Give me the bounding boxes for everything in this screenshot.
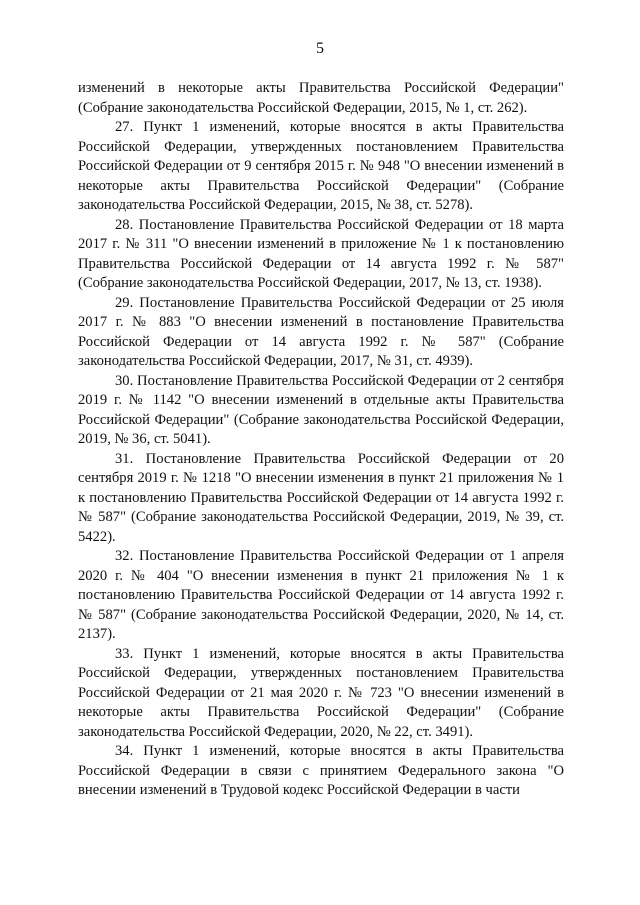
paragraph-continuation: изменений в некоторые акты Правительства Российской Федерации" (Собрание законодательства Российской Федерации, 2015, № 1, ст. 262).	[78, 80, 564, 116]
paragraph-item-31: 31. Постановление Правительства Российской Федерации от 20 сентября 2019 г. № 1218 "О внесении изменения в пункт 21 приложения № 1 к постановлению Правительства Российской Федерации от 14 августа 1992 г. № 587" (Собрание законодательства Российской Федерации, 2019, № 39, ст. 5422).	[78, 450, 564, 545]
document-body	[78, 79, 564, 801]
paragraph-item-33: 33. Пункт 1 изменений, которые вносятся в акты Правительства Российской Федерации, утвержденных постановлением Правительства Российской Федерации от 21 мая 2020 г. № 723 "О внесении изменений в некоторые акты Правительства Российской Федерации" (Собрание законодательства Российской Федерации, 2020, № 22, ст. 3491).	[78, 645, 564, 740]
paragraph-item-29: 29. Постановление Правительства Российской Федерации от 25 июля 2017 г. № 883 "О внесении изменений в постановление Правительства Российской Федерации от 14 августа 1992 г. № 587" (Собрание законодательства Российской Федерации, 2017, № 31, ст. 4939).	[78, 294, 564, 369]
paragraph-item-30: 30. Постановление Правительства Российской Федерации от 2 сентября 2019 г. № 1142 "О внесении изменений в отдельные акты Правительства Российской Федерации" (Собрание законодательства Российской Федерации, 2019, № 36, ст. 5041).	[78, 372, 564, 447]
paragraph-item-32: 32. Постановление Правительства Российской Федерации от 1 апреля 2020 г. № 404 "О внесении изменения в пункт 21 приложения № 1 к постановлению Правительства Российской Федерации от 14 августа 1992 г. № 587" (Собрание законодательства Российской Федерации, 2020, № 14, ст. 2137).	[78, 548, 564, 642]
page-number: 5	[316, 40, 324, 57]
paragraph-item-34: 34. Пункт 1 изменений, которые вносятся в акты Правительства Российской Федерации в связи с принятием Федерального закона "О внесении изменений в Трудовой кодекс Российской Федерации в части	[78, 743, 564, 798]
paragraph-item-27: 27. Пункт 1 изменений, которые вносятся в акты Правительства Российской Федерации, утвержденных постановлением Правительства Российской Федерации от 9 сентября 2015 г. № 948 "О внесении изменений в некоторые акты Правительства Российской Федерации" (Собрание законодательства Российской Федерации, 2015, № 38, ст. 5278).	[78, 119, 564, 213]
paragraph-item-28: 28. Постановление Правительства Российской Федерации от 18 марта 2017 г. № 311 "О внесении изменений в приложение № 1 к постановлению Правительства Российской Федерации от 14 августа 1992 г. № 587" (Собрание законодательства Российской Федерации, 2017, № 13, ст. 1938).	[78, 216, 564, 291]
